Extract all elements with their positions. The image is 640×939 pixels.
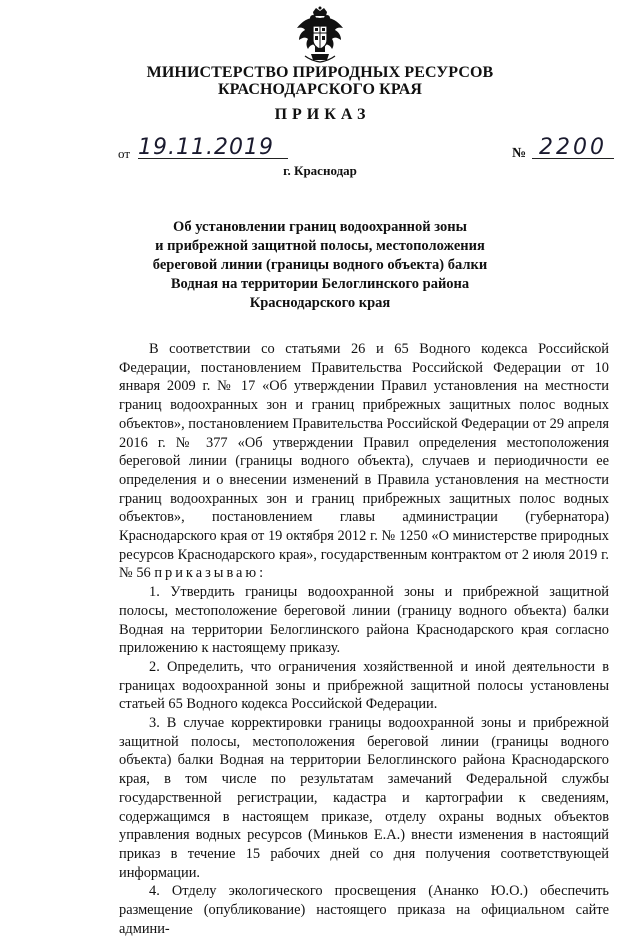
order-item-1: 1. Утвердить границы водоохранной зоны и прибрежной защитной полосы, местоположение береговой линии (границу водного объекта) балки Водная на территории Белоглинского района Краснодарского края согласно приложению к настоящему приказу. <box>119 584 609 657</box>
subject-line: Об установлении границ водоохранной зоны <box>173 219 467 235</box>
order-item-3: 3. В случае корректировки границы водоохранной зоны и прибрежной защитной полосы, местоположения береговой линии (границы водного объекта) балки Водная на территории Белоглинского района Краснодарского края, в том числе по результатам замечаний Федеральной службы государственной регистрации, кадастра и картографии к сведениям, содержащимся в настоящем приказе, отделу охраны водных объектов управления водных ресурсов (Миньков Е.А.) внести изменения в настоящий приказ в течение 15 рабочих дней со дня получения соответствующей информации. <box>119 715 609 881</box>
order-body <box>119 340 609 939</box>
subject-line: Водная на территории Белоглинского района <box>170 276 470 292</box>
ministry-name-line1: МИНИСТЕРСТВО ПРИРОДНЫХ РЕСУРСОВ <box>146 64 494 81</box>
ministry-name-line2: КРАСНОДАРСКОГО КРАЯ <box>217 81 423 98</box>
subject-line: Краснодарского края <box>249 295 391 311</box>
order-item-4: 4. Отделу экологического просвещения (Ананко Ю.О.) обеспечить размещение (опубликование) настоящего приказа на официальном сайте админи- <box>119 883 609 937</box>
order-item-2: 2. Определить, что ограничения хозяйственной и иной деятельности в границах водоохранной зоны и прибрежной защитной полосы установлены статьей 65 Водного кодекса Российской Федерации. <box>119 658 609 713</box>
preamble-text: В соответствии со статьями 26 и 65 Водного кодекса Российской Федерации, постановлением Правительства Российской Федерации от 10 января 2009 г. № 17 «Об утверждении Правил установления на местности границ водоохранных зон и границ прибрежных защитных полос водных объектов», постановлением Правительства Российской Федерации от 29 апреля 2016 г. № 377 «Об утверждении Правил определения местоположения береговой линии (границы водного объекта), случаев и периодичности ее определения и о внесении изменений в Правила установления на местности границ водоохранных зон и границ прибрежных защитных полос водных объектов», постановлением главы администрации (губернатора) Краснодарского края от 19 октября 2012 г. № 1250 «О министерстве природных ресурсов Краснодарского края», государственным контрактом от 2 июля 2019 г. № 56 <box>119 341 609 582</box>
number-prefix-label: № <box>512 146 527 161</box>
document-type-title: ПРИКАЗ <box>274 106 371 123</box>
subject-line: и прибрежной защитной полосы, местоположения <box>155 238 485 254</box>
order-subject <box>0 218 640 313</box>
preamble-paragraph <box>119 340 609 583</box>
city-label: г. Краснодар <box>283 163 357 178</box>
handwritten-order-number: 2200 <box>532 138 614 159</box>
subject-line: береговой линии (границы водного объекта) балки <box>152 257 488 273</box>
order-directive-word: приказываю: <box>154 565 267 582</box>
date-prefix-label: от <box>118 146 131 161</box>
handwritten-date: 19.11.2019 <box>138 138 288 159</box>
coat-of-arms-icon <box>291 6 349 64</box>
